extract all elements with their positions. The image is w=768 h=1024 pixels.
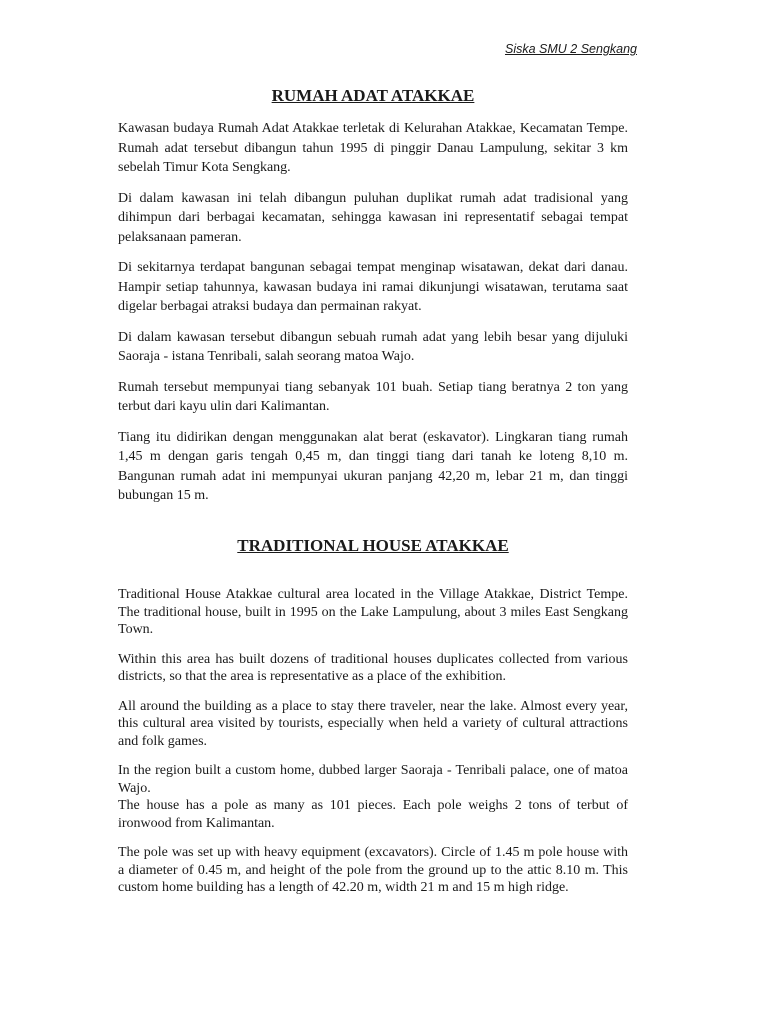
paragraph: Within this area has built dozens of traditional houses duplicates collected from various districts, so that the area is representative as a place of the exhibition.: [118, 651, 628, 684]
paragraph: In the region built a custom home, dubbed larger Saoraja - Tenribali palace, one of matoa Wajo.: [118, 763, 628, 796]
paragraph: Di dalam kawasan tersebut dibangun sebuah rumah adat yang lebih besar yang dijuluki Saoraja - istana Tenribali, salah seorang matoa Wajo.: [118, 329, 628, 364]
author-label: Siska SMU 2 Sengkang: [504, 42, 637, 56]
paragraph: Kawasan budaya Rumah Adat Atakkae terletak di Kelurahan Atakkae, Kecamatan Tempe. Rumah adat tersebut dibangun tahun 1995 di pinggir Danau Lampulung, sekitar 3 km sebelah Timur Kota Sengkang.: [118, 121, 628, 175]
title-indonesian: [118, 86, 628, 106]
paragraph: All around the building as a place to stay there traveler, near the lake. Almost every year, this cultural area visited by tourists, especially when held a variety of cultural attractions and folk games.: [118, 698, 628, 749]
paragraph: Rumah tersebut mempunyai tiang sebanyak 101 buah. Setiap tiang beratnya 2 ton yang terbut dari kayu ulin dari Kalimantan.: [118, 379, 628, 414]
paragraph: The house has a pole as many as 101 pieces. Each pole weighs 2 tons of terbut of ironwood from Kalimantan.: [118, 798, 628, 831]
paragraph: Di dalam kawasan ini telah dibangun puluhan duplikat rumah adat tradisional yang dihimpun dari berbagai kecamatan, sehingga kawasan ini representatif sebagai tempat pelaksanaan pameran.: [118, 190, 628, 245]
section-indonesian: [118, 119, 628, 517]
section-english: [118, 586, 628, 909]
title-indonesian-text: RUMAH ADAT ATAKKAE: [271, 86, 475, 105]
paragraph: Di sekitarnya terdapat bangunan sebagai tempat menginap wisatawan, dekat dari danau. Hampir setiap tahunnya, kawasan budaya ini ramai dikunjungi wisatawan, terutama saat digelar berbagai atraksi budaya dan permainan rakyat.: [118, 260, 628, 314]
paragraph: The pole was set up with heavy equipment (excavators). Circle of 1.45 m pole house with a diameter of 0.45 m, and height of the pole from the ground up to the attic 8.10 m. This custom home building has a length of 42.20 m, width 21 m and 15 m high ridge.: [118, 845, 628, 895]
title-english-text: TRADITIONAL HOUSE ATAKKAE: [237, 536, 509, 555]
page-header: [118, 41, 637, 57]
paragraph: Traditional House Atakkae cultural area located in the Village Atakkae, District Tempe. The traditional house, built in 1995 on the Lake Lampulung, about 3 miles East Sengkang Town.: [118, 587, 628, 637]
paragraph: Tiang itu didirikan dengan menggunakan alat berat (eskavator). Lingkaran tiang rumah 1,45 m dengan garis tengah 0,45 m, dan tinggi tiang dari tanah ke loteng 8,10 m. Bangunan rumah adat ini mempunyai ukuran panjang 42,20 m, lebar 21 m, dan tinggi bubungan 15 m.: [118, 429, 628, 503]
title-english: [118, 536, 628, 556]
